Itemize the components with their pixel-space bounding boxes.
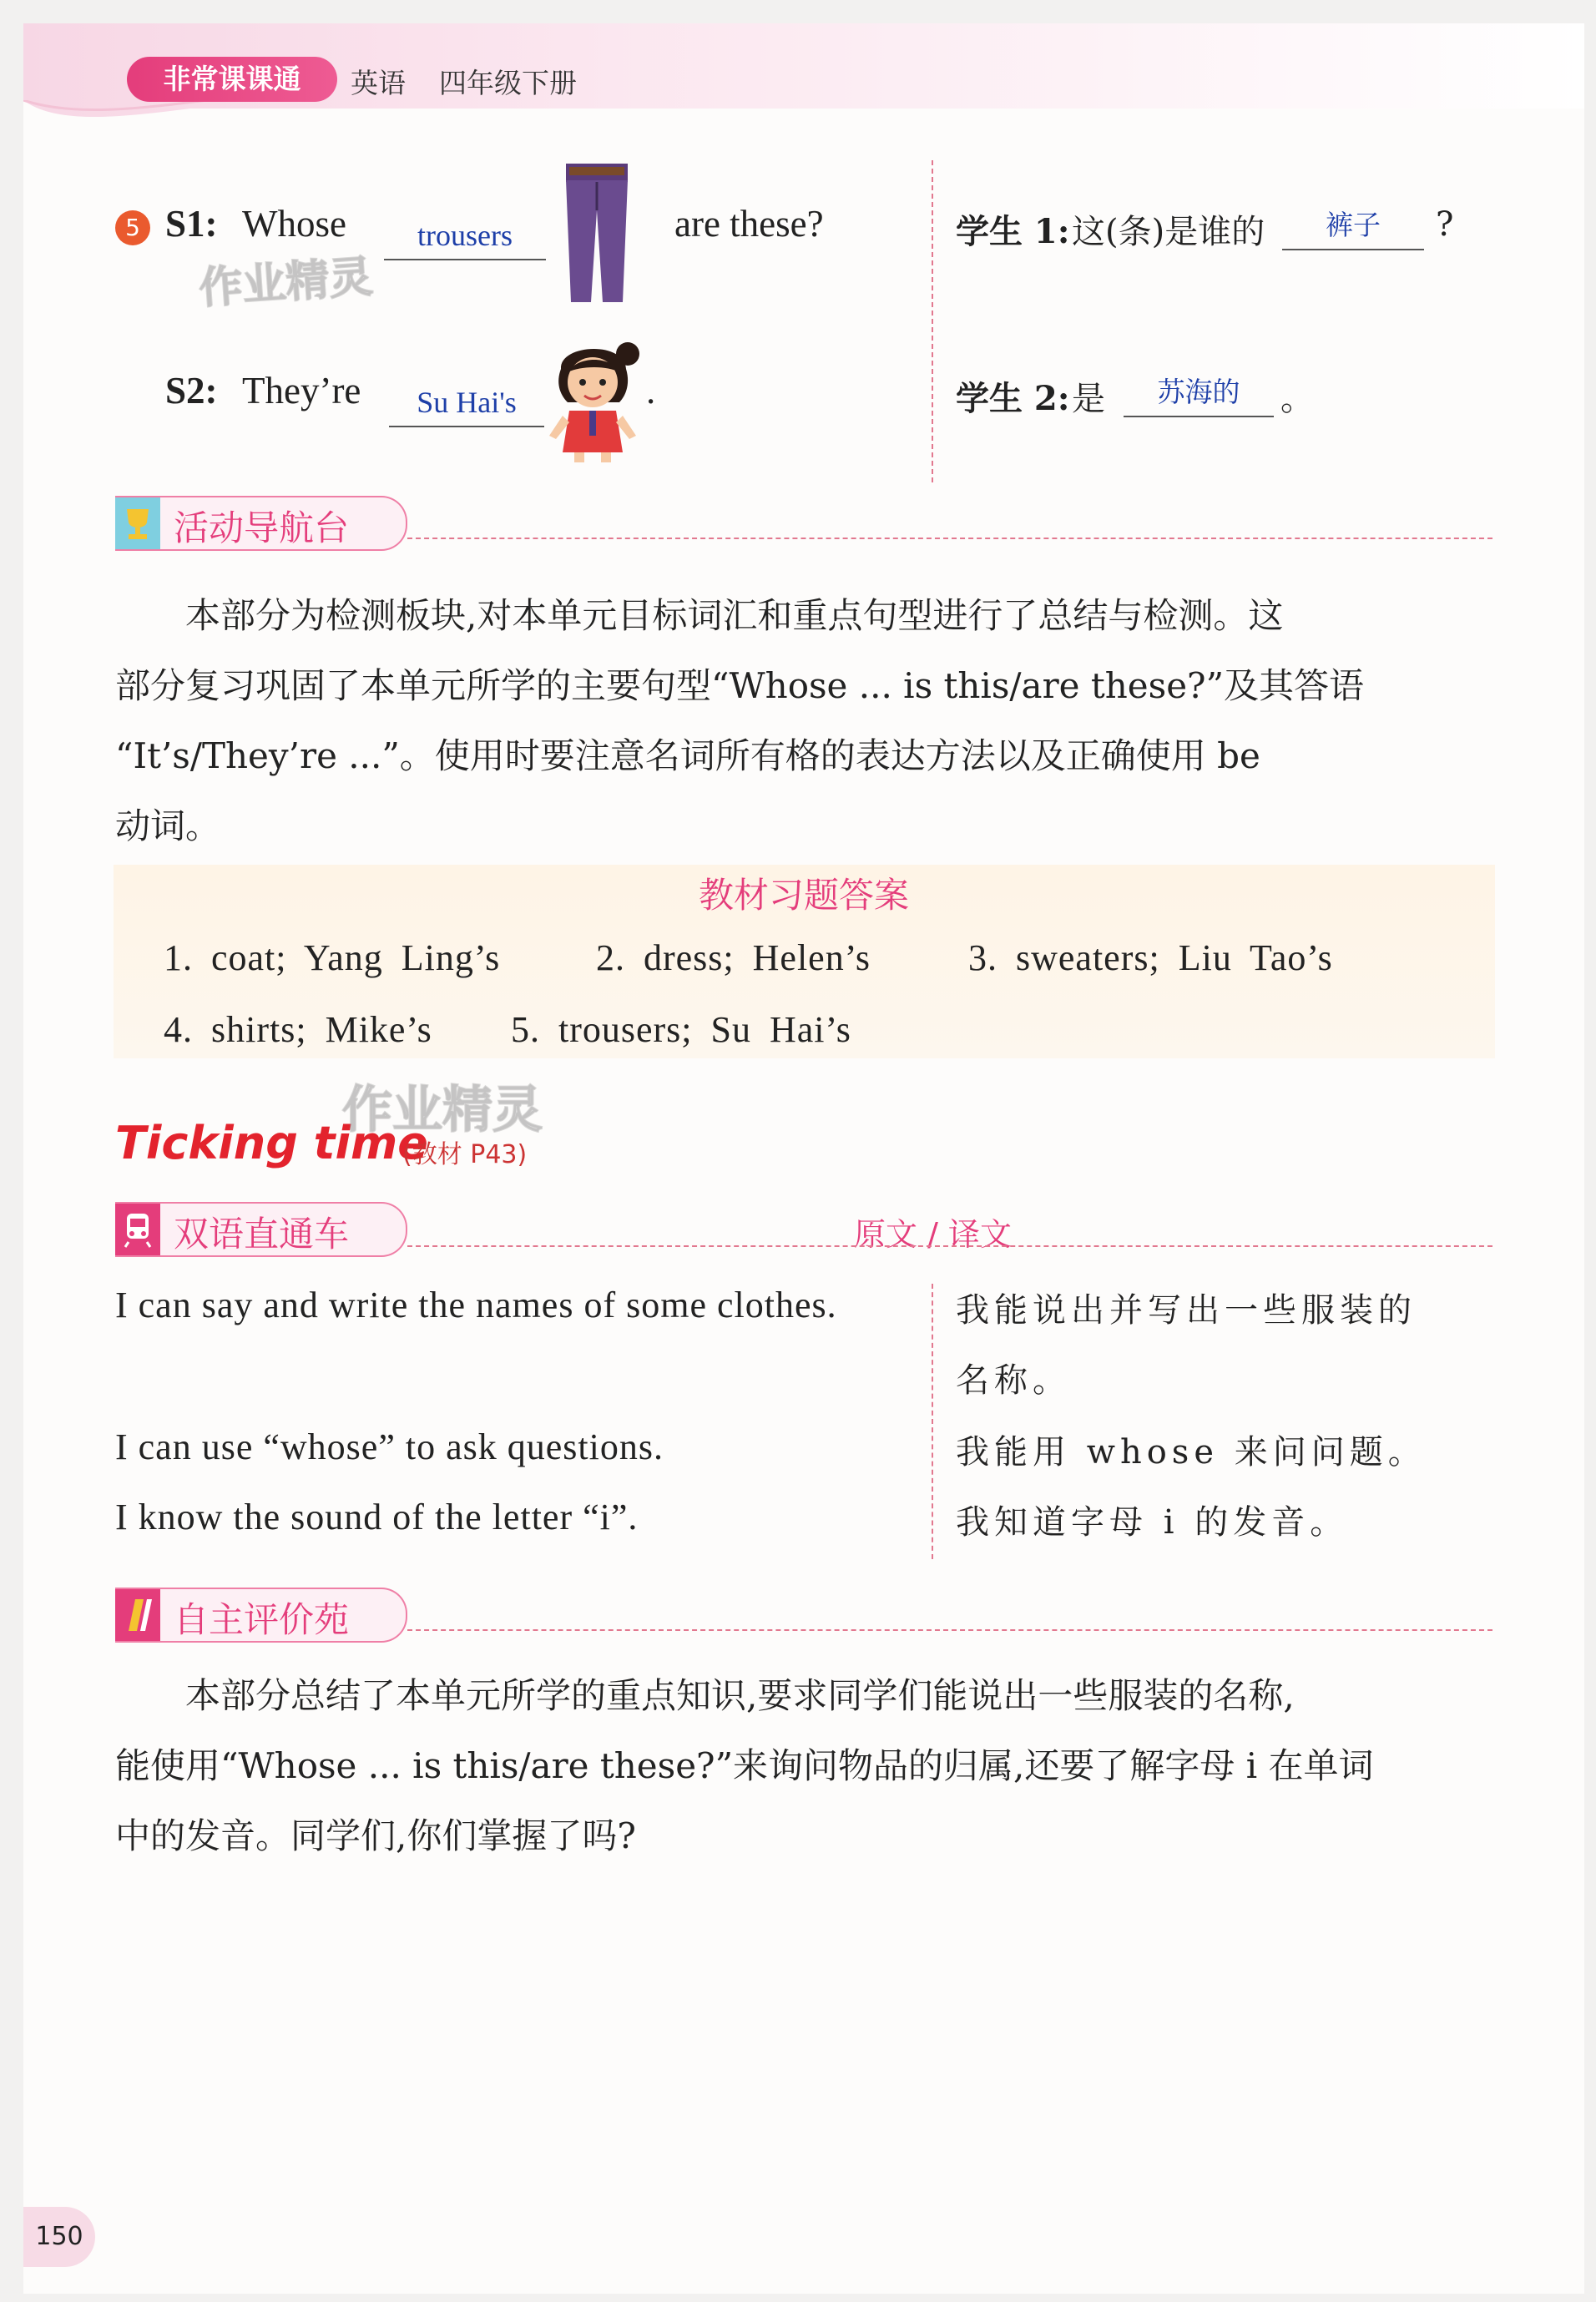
- watermark: 作业精灵: [342, 1081, 543, 1139]
- girl-icon: [544, 336, 643, 462]
- self-eval-paragraph: [115, 1661, 1484, 1871]
- trophy-icon: [115, 497, 160, 549]
- pencil-icon: [115, 1589, 160, 1641]
- answer-item: 2. dress; Helen’s: [596, 937, 871, 978]
- activity-section-rule: [407, 538, 1492, 539]
- header-wave: [23, 100, 1584, 134]
- bilingual-cn-line: 我能说出并写出一些服装的: [956, 1291, 1417, 1330]
- page-number: 150: [23, 2207, 95, 2267]
- activity-line: 动词。: [115, 805, 221, 846]
- bilingual-cn-line: 我知道字母 i 的发音。: [956, 1503, 1349, 1542]
- s2-answer: Su Hai's: [389, 384, 544, 427]
- train-icon: [115, 1204, 160, 1255]
- column-divider: [932, 160, 933, 482]
- self-eval-section-header: [115, 1588, 407, 1643]
- bilingual-en-line: I can use “whose” to ask questions.: [115, 1426, 664, 1467]
- self-eval-line: 本部分总结了本单元所学的重点知识,要求同学们能说出一些服装的名称,: [185, 1675, 1295, 1716]
- s1-label: S1:: [165, 203, 218, 245]
- s2-text-before: They’re: [242, 370, 361, 411]
- bilingual-section-rule: [407, 1245, 1492, 1247]
- bilingual-tag: 原文 / 译文: [854, 1216, 1012, 1253]
- t1-text-after: ?: [1436, 205, 1454, 244]
- self-eval-line: 能使用“Whose ... is this/are these?”来询问物品的归属,还要了解字母 i 在单词: [115, 1745, 1374, 1786]
- s1-text-before: Whose: [242, 203, 346, 245]
- bilingual-en-line: I can say and write the names of some clothes.: [115, 1285, 837, 1325]
- s1-text-after: are these?: [674, 203, 824, 245]
- ticking-time-ref: (教材 P43): [402, 1140, 528, 1169]
- grade-label: 四年级下册: [439, 67, 577, 99]
- answer-item: 1. coat; Yang Ling’s: [164, 937, 501, 978]
- t2-text-after: 。: [1280, 380, 1314, 418]
- answer-item: 4. shirts; Mike’s: [164, 1009, 432, 1050]
- t2-label: 学生 2:: [956, 379, 1070, 418]
- t1-text-before: 这(条)是谁的: [1072, 213, 1265, 251]
- t2-text-before: 是: [1072, 380, 1105, 418]
- bilingual-en-line: I know the sound of the letter “i”.: [115, 1497, 639, 1537]
- activity-paragraph: [115, 581, 1484, 861]
- activity-line: 部分复习巩固了本单元所学的主要句型“Whose ... is this/are these?”及其答语: [115, 665, 1365, 706]
- answer-item: 3. sweaters; Liu Tao’s: [968, 937, 1333, 978]
- exercise-number-badge: 5: [115, 210, 150, 245]
- answer-box-title: 教材习题答案: [698, 875, 909, 916]
- page: [23, 23, 1584, 2294]
- bilingual-divider: [932, 1284, 933, 1559]
- bilingual-section-title: 双语直通车: [174, 1214, 350, 1254]
- activity-line: “It’s/They’re ...”。使用时要注意名词所有格的表达方法以及正确使用 be: [115, 735, 1260, 776]
- t2-answer: 苏海的: [1124, 374, 1274, 417]
- activity-line: 本部分为检测板块,对本单元目标词汇和重点句型进行了总结与检测。这: [185, 595, 1284, 636]
- series-badge: 非常课课通: [127, 57, 337, 102]
- bilingual-cn-line: 我能用 whose 来问问题。: [956, 1433, 1427, 1472]
- bilingual-section-header: [115, 1202, 407, 1257]
- self-eval-section-rule: [407, 1629, 1492, 1631]
- trousers-icon: [561, 160, 633, 307]
- t1-answer: 裤子: [1282, 207, 1424, 250]
- s2-text-after: .: [646, 370, 656, 411]
- self-eval-line: 中的发音。同学们,你们掌握了吗?: [115, 1815, 636, 1856]
- ticking-time-title: Ticking time: [115, 1117, 428, 1169]
- bilingual-cn-line: 名称。: [956, 1361, 1071, 1400]
- t1-label: 学生 1:: [956, 212, 1070, 251]
- activity-section-title: 活动导航台: [174, 507, 350, 548]
- activity-section-header: [115, 496, 407, 551]
- s1-answer: trousers: [384, 217, 546, 260]
- answer-item: 5. trousers; Su Hai’s: [511, 1009, 851, 1050]
- self-eval-section-title: 自主评价苑: [174, 1599, 350, 1640]
- subject-label: 英语: [351, 67, 406, 99]
- s2-label: S2:: [165, 370, 218, 411]
- watermark: 作业精灵: [197, 251, 375, 315]
